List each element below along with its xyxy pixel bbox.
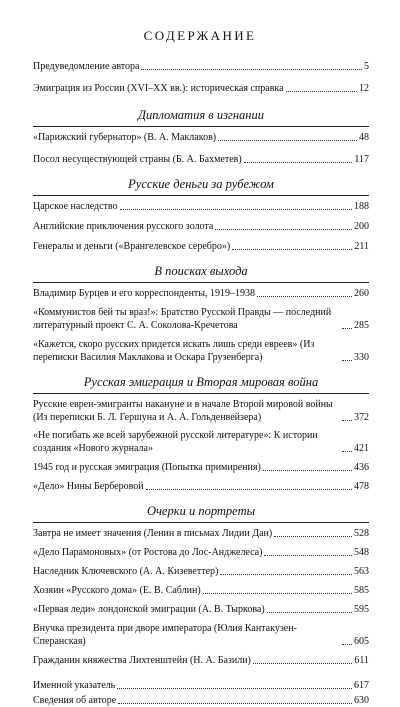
toc-entry-title: Генералы и деньги («Врангелевское серебро») [33, 241, 231, 252]
dot-leader [253, 663, 352, 664]
dot-leader [342, 328, 352, 329]
toc-entry[interactable] [33, 153, 369, 166]
toc-section [33, 263, 369, 364]
toc-entry-page: 478 [354, 481, 369, 492]
dot-leader [120, 209, 352, 210]
toc-entry[interactable] [33, 60, 369, 73]
dot-leader [117, 688, 352, 689]
toc-entry-page: 630 [354, 695, 369, 706]
toc-entry[interactable] [33, 546, 369, 559]
toc-group-outro [33, 679, 369, 707]
toc-entry[interactable] [33, 398, 369, 424]
toc-entry-page: 211 [354, 241, 369, 252]
toc-entry-title: Русские евреи-эмигранты накануне и в начале Второй мировой войны (Из переписки Б. Л. Гершуна и А. А. Гольденвейзера) [33, 399, 333, 423]
toc-entry-title: «Парижский губернатор» (В. А. Маклаков) [33, 132, 217, 143]
toc-entry-page: 330 [354, 352, 369, 363]
toc-entry-page: 617 [354, 680, 369, 691]
section-heading: Русская эмиграция и Вторая мировая война [83, 375, 319, 389]
section-heading: В поисках выхода [154, 264, 248, 278]
dot-leader [244, 162, 353, 163]
toc-entry[interactable] [33, 306, 369, 332]
toc-entry-page: 436 [354, 462, 369, 473]
dot-leader [146, 489, 352, 490]
toc-entry-title: Предуведомление автора [33, 61, 140, 72]
toc-entry[interactable] [33, 622, 369, 648]
section-divider [33, 522, 369, 523]
section-heading: Русские деньги за рубежом [128, 177, 274, 191]
toc-entry[interactable] [33, 338, 369, 364]
toc-entry-title: Посол несуществующей страны (Б. А. Бахметев) [33, 154, 242, 165]
toc-entry-title: Английские приключения русского золота [33, 221, 214, 232]
section-divider [33, 126, 369, 127]
toc-entry-page: 260 [354, 288, 369, 299]
toc-entry-page: 285 [354, 320, 369, 331]
toc-entry[interactable] [33, 82, 369, 95]
toc-entry-title: «Коммунистов бей ты враз!»: Братство Русской Правды — последний литературный проект С. А. Соколова-Кречетова [33, 307, 332, 331]
toc-entry-page: 548 [354, 547, 369, 558]
toc-entry[interactable] [33, 679, 369, 692]
toc-section [33, 107, 369, 166]
toc-entry-title: Сведения об авторе [33, 695, 117, 706]
section-divider [33, 393, 369, 394]
toc-entry-page: 585 [354, 585, 369, 596]
toc-section [33, 374, 369, 493]
dot-leader [263, 470, 352, 471]
toc-entry[interactable] [33, 220, 369, 233]
toc-entry-page: 200 [354, 221, 369, 232]
toc-entry-page: 188 [354, 201, 369, 212]
toc-group-intro [33, 60, 369, 95]
dot-leader [286, 91, 357, 92]
dot-leader [342, 451, 352, 452]
dot-leader [257, 296, 352, 297]
toc-entry-title: «Не погибать же всей зарубежной русской литературе»: К истории создания «Нового журнала» [33, 430, 318, 454]
table-of-contents [33, 60, 369, 707]
toc-entry[interactable] [33, 654, 369, 667]
toc-entry-title: Царское наследство [33, 201, 118, 212]
section-divider [33, 195, 369, 196]
toc-entry[interactable] [33, 565, 369, 578]
dot-leader [232, 249, 352, 250]
toc-entry[interactable] [33, 429, 369, 455]
toc-entry-title: Хозяин «Русского дома» (Е. В. Саблин) [33, 585, 201, 596]
toc-entry-title: «Дело Парамоновых» (от Ростова до Лос-Анджелеса) [33, 547, 263, 558]
toc-entry-title: Наследник Ключевского (А. А. Кизеветтер) [33, 566, 219, 577]
toc-entry[interactable] [33, 527, 369, 540]
toc-entry-page: 372 [354, 412, 369, 423]
toc-entry-title: Внучка президента при дворе императора (Юлия Кантакузен-Сперанская) [33, 623, 297, 647]
toc-section [33, 176, 369, 253]
toc-entry-title: «Дело» Нины Берберовой [33, 481, 144, 492]
toc-entry[interactable] [33, 200, 369, 213]
toc-entry-title: 1945 год и русская эмиграция (Попытка примирения) [33, 462, 261, 473]
toc-entry-title: Владимир Бурцев и его корреспонденты, 1919–1938 [33, 288, 256, 299]
dot-leader [342, 420, 352, 421]
toc-entry-page: 48 [359, 132, 369, 143]
dot-leader [264, 555, 352, 556]
toc-entry-title: Эмиграция из России (XVI–XX вв.): историческая справка [33, 83, 284, 94]
toc-entry[interactable] [33, 603, 369, 616]
dot-leader [342, 360, 352, 361]
toc-entry-page: 528 [354, 528, 369, 539]
toc-entry-title: «Кажется, скоро русских придется искать лишь среди евреев» (Из переписки Василия Маклакова и Оскара Грузенберга) [33, 339, 315, 363]
section-heading: Очерки и портреты [146, 504, 256, 518]
toc-entry-page: 117 [354, 154, 369, 165]
dot-leader [218, 140, 357, 141]
toc-entry-title: «Первая леди» лондонской эмиграции (А. В. Тыркова) [33, 604, 265, 615]
dot-leader [274, 536, 352, 537]
toc-entry[interactable] [33, 287, 369, 300]
dot-leader [342, 644, 352, 645]
dot-leader [118, 703, 352, 704]
dot-leader [141, 69, 362, 70]
toc-entry[interactable] [33, 584, 369, 597]
toc-title: СОДЕРЖАНИЕ [143, 28, 257, 43]
dot-leader [220, 574, 352, 575]
toc-entry-title: Гражданин княжества Лихтенштейн (Н. А. Базили) [33, 655, 251, 666]
toc-entry[interactable] [33, 694, 369, 707]
toc-entry[interactable] [33, 131, 369, 144]
dot-leader [203, 593, 352, 594]
toc-entry-page: 421 [354, 443, 369, 454]
dot-leader [215, 229, 352, 230]
toc-entry-title: Именной указатель [33, 680, 116, 691]
toc-entry[interactable] [33, 480, 369, 493]
section-heading: Дипломатия в изгнании [138, 108, 264, 122]
toc-entry-title: Завтра не имеет значения (Ленин в письмах Лидии Дан) [33, 528, 273, 539]
toc-entry-page: 605 [354, 636, 369, 647]
toc-entry-page: 595 [354, 604, 369, 615]
toc-entry-page: 611 [354, 655, 369, 666]
section-divider [33, 282, 369, 283]
toc-entry-page: 5 [364, 61, 369, 72]
toc-section [33, 503, 369, 667]
dot-leader [267, 612, 352, 613]
toc-entry-page: 12 [359, 83, 369, 94]
toc-entry-page: 563 [354, 566, 369, 577]
toc-entry[interactable] [33, 461, 369, 474]
toc-entry[interactable] [33, 240, 369, 253]
